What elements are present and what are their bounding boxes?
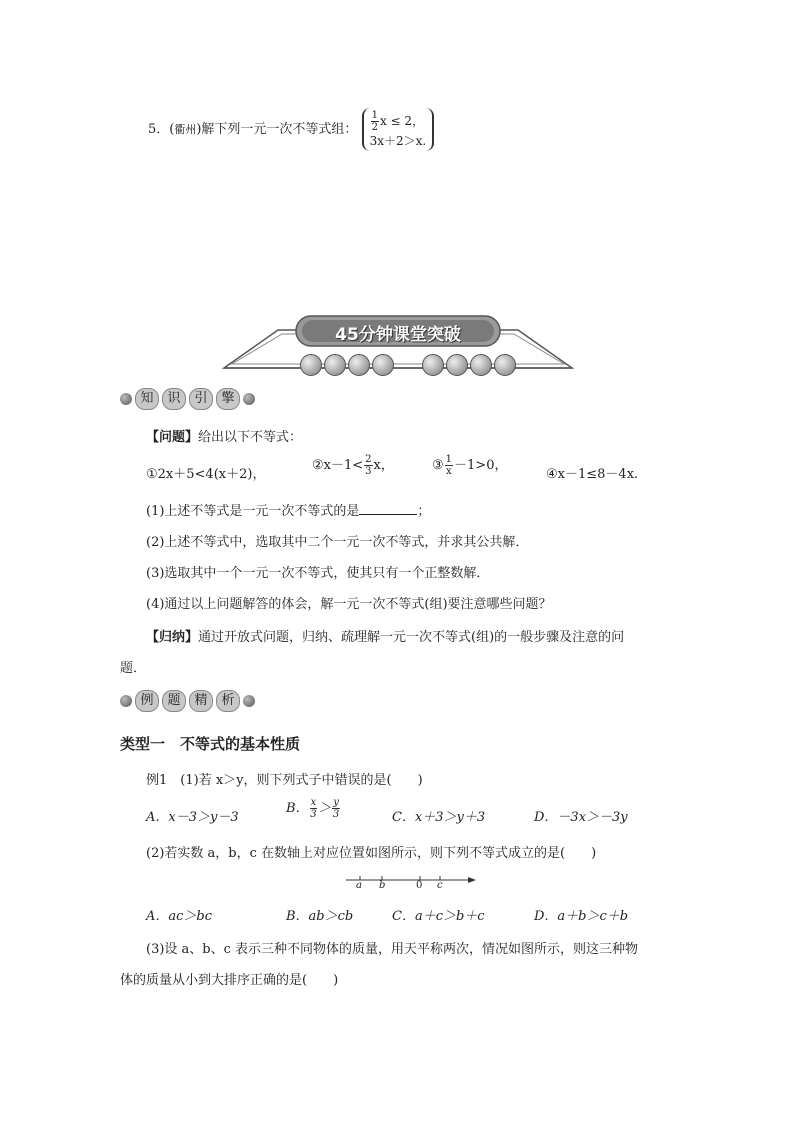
question-5: [148, 108, 434, 151]
inequality-4: ④x－1≤8－4x.: [546, 467, 639, 482]
number-line: [344, 872, 478, 898]
system-line1: x ≤ 2，: [379, 114, 425, 128]
section1-char: 识: [162, 388, 186, 410]
inequality-3: ③ $\frac{1}{x}$ －1>0，: [432, 454, 508, 477]
problem-intro: [146, 426, 302, 445]
section-label-knowledge: [120, 388, 255, 410]
option-b2: B．ab＞cb: [286, 909, 354, 924]
section2-char: 题: [162, 690, 186, 712]
summary-label: 【归纳】: [146, 630, 199, 645]
banner-beads: [300, 354, 516, 376]
bullet-icon: [120, 393, 132, 405]
example-label: 例1: [146, 773, 168, 788]
inequality-1: ①2x＋5<4(x＋2)，: [146, 467, 266, 482]
inequality-system: [362, 108, 435, 151]
option-d2: D．a＋b＞c＋b: [534, 909, 629, 924]
inequality-2: ②x－1< $\frac{2}{3}$ x，: [312, 454, 394, 477]
bullet-icon: [243, 695, 255, 707]
example1-part2: (2)若实数 a，b，c 在数轴上对应位置如图所示，则下列不等式成立的是( ): [146, 846, 597, 861]
section1-char: 知: [135, 388, 159, 410]
axis-label-c: c: [437, 880, 443, 891]
summary-line2: 题．: [120, 661, 147, 676]
problem-q3: (3)选取其中一个一元一次不等式，使其只有一个正整数解．: [146, 566, 490, 581]
section2-char: 例: [135, 690, 159, 712]
q5-text: )解下列一元一次不等式组：: [196, 122, 358, 137]
axis-label-b: b: [379, 880, 386, 891]
axis-label-a: a: [356, 880, 362, 891]
type1-heading: 类型一 不等式的基本性质: [120, 735, 301, 753]
banner-title: 45分钟课堂突破: [335, 325, 461, 345]
example1-part3-line1: (3)设 a、b、c 表示三种不同物体的质量，用天平称两次，情况如图所示，则这三种物: [146, 942, 639, 957]
system-line2: 3x＋2＞x.: [369, 134, 427, 148]
option-a2: A．ac＞bc: [146, 909, 213, 924]
q5-prefix: 5．(: [148, 122, 175, 137]
problem-q4: (4)通过以上问题解答的体会，解一元一次不等式(组)要注意哪些问题？: [146, 597, 552, 612]
problem-label: 【问题】: [146, 430, 199, 445]
fraction-half: $\frac{1}{2}$: [371, 110, 378, 133]
option-c2: C．a＋c＞b＋c: [392, 909, 485, 924]
bullet-icon: [243, 393, 255, 405]
problem-intro-text: 给出以下不等式：: [198, 430, 303, 445]
option-b1: B． $\frac{x}{3}$ ＞ $\frac{y}{3}$: [286, 797, 340, 820]
bullet-icon: [120, 695, 132, 707]
q5-place: 衢州: [174, 123, 197, 136]
section2-char: 析: [216, 690, 240, 712]
problem-q2: (2)上述不等式中，选取其中二个一元一次不等式，并求其公共解．: [146, 535, 529, 550]
example1-part3-line2: 体的质量从小到大排序正确的是( ): [120, 973, 339, 988]
section2-char: 精: [189, 690, 213, 712]
option-d1: D．－3x＞－3y: [534, 810, 628, 825]
problem-q1: (1)上述不等式是一元一次不等式的是 ；: [146, 504, 431, 519]
option-a1: A．x－3＞y－3: [146, 810, 239, 825]
option-c1: C．x＋3＞y＋3: [392, 810, 486, 825]
section1-char: 擎: [216, 388, 240, 410]
section1-char: 引: [189, 388, 213, 410]
number-line-graphic: [344, 872, 478, 894]
example1-part1: 例1 (1)若 x＞y，则下列式子中错误的是( ): [146, 773, 423, 788]
section-label-examples: [120, 690, 255, 712]
answer-blank[interactable]: [359, 502, 417, 515]
section-banner: [218, 310, 578, 382]
summary-line1: 【归纳】通过开放式问题，归纳、疏理解一元一次不等式(组)的一般步骤及注意的问: [146, 630, 625, 645]
axis-label-0: 0: [416, 880, 423, 891]
